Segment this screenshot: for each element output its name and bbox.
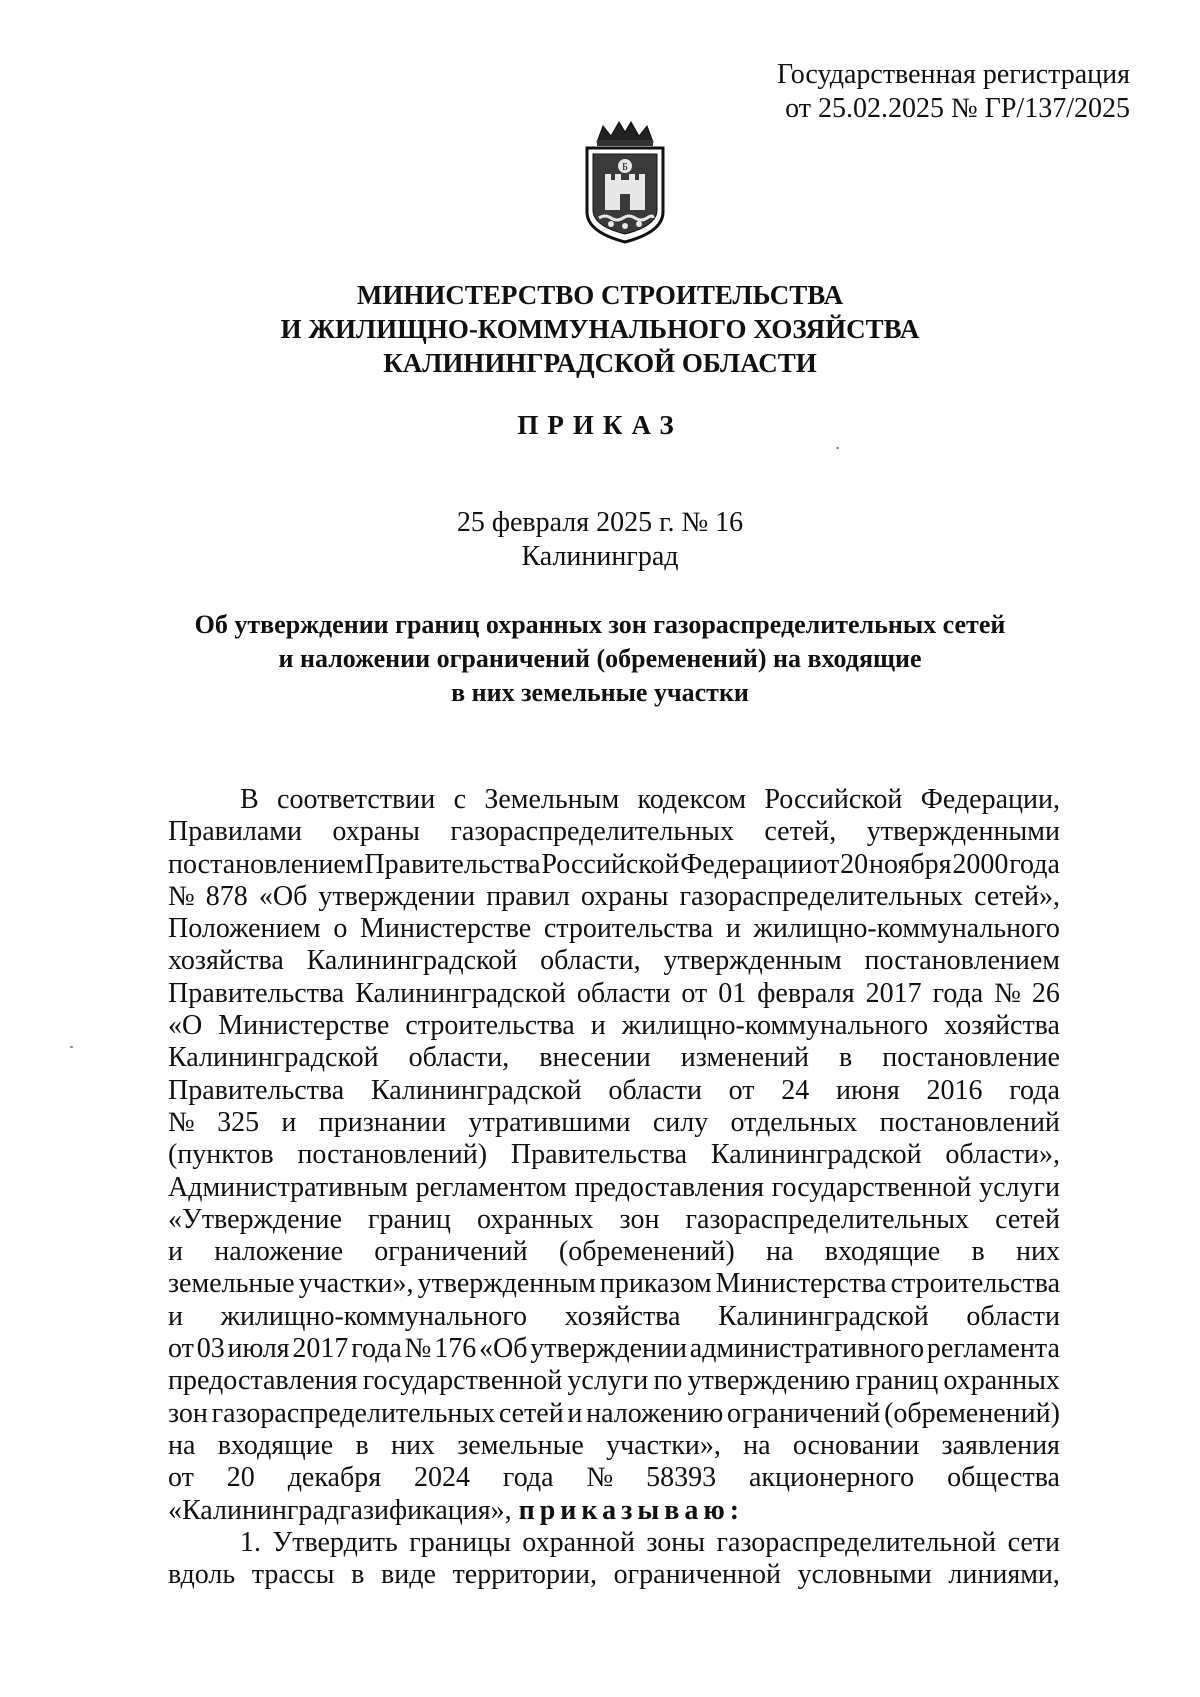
order-date-block	[160, 506, 1040, 574]
body-line: Правительства Калининградской области от 01 февраля 2017 года № 26	[168, 977, 1060, 1009]
body-line: 1. Утвердить границы охранной зоны газораспределительной сети	[240, 1526, 1060, 1558]
body-line: зон газораспределительных сетей и наложению ограничений (обременений)	[168, 1397, 1060, 1429]
body-line: «Утверждение границ охранных зон газораспределительных сетей	[168, 1203, 1060, 1235]
body-line: Правительства Калининградской области от 24 июня 2016 года	[168, 1074, 1060, 1106]
body-line: от 03 июля 2017 года № 176 «Об утверждении административного регламента	[168, 1333, 1060, 1365]
body-line: В соответствии с Земельным кодексом Российской Федерации,	[240, 784, 1060, 815]
body-line: предоставления государственной услуги по утверждению границ охранных	[168, 1365, 1060, 1397]
body-line: «О Министерстве строительства и жилищно-коммунального хозяйства	[168, 1010, 1060, 1042]
body-line: № 325 и признании утратившими силу отдельных постановлений	[168, 1106, 1060, 1138]
applicant-name: «Калининградгазификация»,	[168, 1494, 512, 1526]
ministry-line-1: МИНИСТЕРСТВО СТРОИТЕЛЬСТВА	[356, 280, 844, 310]
kaliningrad-coat-of-arms-icon	[575, 120, 675, 245]
state-registration-stamp	[710, 58, 1130, 126]
scan-speck	[836, 447, 839, 449]
body-line: вдоль трассы в виде территории, ограниченной условными линиями,	[168, 1559, 1060, 1591]
preamble-paragraph	[168, 784, 1060, 1495]
body-line: № 878 «Об утверждении правил охраны газораспределительных сетей»,	[168, 880, 1060, 912]
body-line: Административным регламентом предоставления государственной услуги	[168, 1171, 1060, 1203]
body-line: Правилами охраны газораспределительных сетей, утвержденными	[168, 816, 1060, 848]
body-line: на входящие в них земельные участки», на основании заявления	[168, 1429, 1060, 1461]
scan-speck	[70, 1046, 73, 1048]
ministry-line-3: КАЛИНИНГРАДСКОЙ ОБЛАСТИ	[383, 348, 817, 378]
body-line: земельные участки», утвержденным приказом Министерства строительства	[168, 1268, 1060, 1300]
body-line: хозяйства Калининградской области, утвержденным постановлением	[168, 945, 1060, 977]
body-line: и наложение ограничений (обременений) на входящие в них	[168, 1236, 1060, 1268]
body-line: и жилищно-коммунального хозяйства Калининградской области	[168, 1300, 1060, 1332]
body-line: постановлением Правительства Российской Федерации от 20 ноября 2000 года	[168, 848, 1060, 880]
body-line: (пунктов постановлений) Правительства Калининградской области»,	[168, 1139, 1060, 1171]
body-line-decree	[168, 1495, 1060, 1527]
order-date-number: 25 февраля 2025 г. № 16	[456, 507, 744, 538]
order-subject	[160, 608, 1040, 710]
ministry-line-2: И ЖИЛИЩНО-КОММУНАЛЬНОГО ХОЗЯЙСТВА	[280, 314, 920, 344]
subject-line-3: в них земельные участки	[451, 678, 749, 707]
ministry-header	[160, 278, 1040, 380]
order-title: ПРИКАЗ	[517, 410, 683, 440]
item-1-paragraph	[168, 1527, 1060, 1592]
subject-line-1: Об утверждении границ охранных зон газораспределительных сетей	[194, 610, 1006, 639]
body-line: Положением о Министерстве строительства и жилищно-коммунального	[168, 913, 1060, 945]
registration-line-2: от 25.02.2025 № ГР/137/2025	[785, 93, 1130, 124]
subject-line-2: и наложении ограничений (обременений) на входящие	[278, 644, 922, 673]
body-line: Калининградской области, внесении изменений в постановление	[168, 1042, 1060, 1074]
order-city: Калининград	[521, 541, 679, 572]
body-line: от 20 декабря 2024 года № 58393 акционерного общества	[168, 1462, 1060, 1494]
svg-text:Б: Б	[622, 162, 628, 173]
registration-line-1: Государственная регистрация	[777, 59, 1130, 90]
order-body	[168, 784, 1060, 1591]
decree-word: приказываю:	[518, 1494, 745, 1526]
